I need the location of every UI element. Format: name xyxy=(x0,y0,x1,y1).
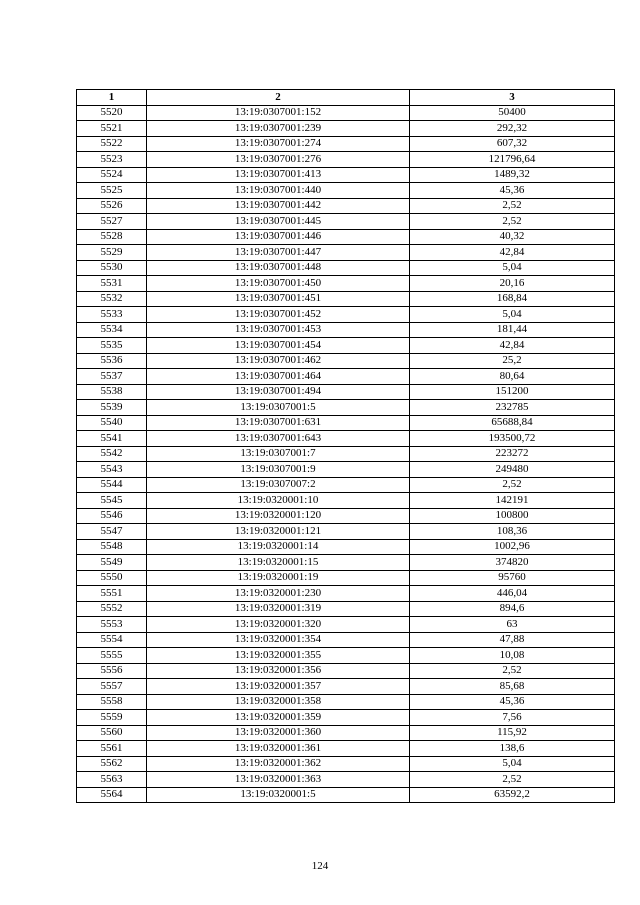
value-cell: 7,56 xyxy=(410,710,615,726)
value-cell: 40,32 xyxy=(410,229,615,245)
table-row xyxy=(77,121,615,137)
cadastral-number-cell: 13:19:0320001:362 xyxy=(147,756,410,772)
value-cell: 232785 xyxy=(410,400,615,416)
value-cell: 100800 xyxy=(410,508,615,524)
value-cell: 121796,64 xyxy=(410,152,615,168)
table-row xyxy=(77,586,615,602)
cadastral-number-cell: 13:19:0307001:462 xyxy=(147,353,410,369)
value-cell: 607,32 xyxy=(410,136,615,152)
cadastral-number-cell: 13:19:0320001:358 xyxy=(147,694,410,710)
cadastral-number-cell: 13:19:0307001:446 xyxy=(147,229,410,245)
cadastral-number-cell: 13:19:0320001:120 xyxy=(147,508,410,524)
table-row xyxy=(77,322,615,338)
table-row xyxy=(77,601,615,617)
table-row xyxy=(77,307,615,323)
cadastral-number-cell: 13:19:0320001:355 xyxy=(147,648,410,664)
value-cell: 20,16 xyxy=(410,276,615,292)
table-row xyxy=(77,369,615,385)
table-row xyxy=(77,648,615,664)
value-cell: 5,04 xyxy=(410,307,615,323)
row-number-cell: 5548 xyxy=(77,539,147,555)
cadastral-number-cell: 13:19:0320001:14 xyxy=(147,539,410,555)
row-number-cell: 5538 xyxy=(77,384,147,400)
row-number-cell: 5556 xyxy=(77,663,147,679)
value-cell: 10,08 xyxy=(410,648,615,664)
row-number-cell: 5529 xyxy=(77,245,147,261)
cadastral-number-cell: 13:19:0307001:276 xyxy=(147,152,410,168)
row-number-cell: 5525 xyxy=(77,183,147,199)
table-row xyxy=(77,555,615,571)
table-row xyxy=(77,539,615,555)
table-row xyxy=(77,508,615,524)
value-cell: 168,84 xyxy=(410,291,615,307)
cadastral-number-cell: 13:19:0320001:121 xyxy=(147,524,410,540)
cadastral-number-cell: 13:19:0320001:10 xyxy=(147,493,410,509)
row-number-cell: 5530 xyxy=(77,260,147,276)
value-cell: 292,32 xyxy=(410,121,615,137)
cadastral-number-cell: 13:19:0307007:2 xyxy=(147,477,410,493)
row-number-cell: 5547 xyxy=(77,524,147,540)
table-row xyxy=(77,493,615,509)
value-cell: 5,04 xyxy=(410,260,615,276)
cadastral-number-cell: 13:19:0307001:152 xyxy=(147,105,410,121)
table-row xyxy=(77,617,615,633)
row-number-cell: 5541 xyxy=(77,431,147,447)
cadastral-number-cell: 13:19:0307001:5 xyxy=(147,400,410,416)
table-row xyxy=(77,338,615,354)
cadastral-number-cell: 13:19:0320001:320 xyxy=(147,617,410,633)
value-cell: 2,52 xyxy=(410,214,615,230)
cadastral-number-cell: 13:19:0320001:5 xyxy=(147,787,410,803)
row-number-cell: 5551 xyxy=(77,586,147,602)
value-cell: 50400 xyxy=(410,105,615,121)
cadastral-number-cell: 13:19:0307001:448 xyxy=(147,260,410,276)
row-number-cell: 5522 xyxy=(77,136,147,152)
value-cell: 42,84 xyxy=(410,338,615,354)
table-row xyxy=(77,787,615,803)
cadastral-number-cell: 13:19:0307001:453 xyxy=(147,322,410,338)
cadastral-number-cell: 13:19:0307001:631 xyxy=(147,415,410,431)
table-row xyxy=(77,291,615,307)
cadastral-number-cell: 13:19:0307001:274 xyxy=(147,136,410,152)
cadastral-number-cell: 13:19:0307001:239 xyxy=(147,121,410,137)
cadastral-number-cell: 13:19:0320001:360 xyxy=(147,725,410,741)
cadastral-number-cell: 13:19:0320001:356 xyxy=(147,663,410,679)
value-cell: 2,52 xyxy=(410,663,615,679)
row-number-cell: 5557 xyxy=(77,679,147,695)
row-number-cell: 5539 xyxy=(77,400,147,416)
value-cell: 85,68 xyxy=(410,679,615,695)
table-row xyxy=(77,214,615,230)
row-number-cell: 5543 xyxy=(77,462,147,478)
cadastral-number-cell: 13:19:0307001:9 xyxy=(147,462,410,478)
row-number-cell: 5561 xyxy=(77,741,147,757)
column-header-1: 1 xyxy=(77,90,147,106)
row-number-cell: 5563 xyxy=(77,772,147,788)
value-cell: 151200 xyxy=(410,384,615,400)
table-row xyxy=(77,462,615,478)
value-cell: 25,2 xyxy=(410,353,615,369)
cadastral-number-cell: 13:19:0307001:451 xyxy=(147,291,410,307)
cadastral-number-cell: 13:19:0307001:447 xyxy=(147,245,410,261)
cadastral-number-cell: 13:19:0307001:454 xyxy=(147,338,410,354)
row-number-cell: 5532 xyxy=(77,291,147,307)
cadastral-number-cell: 13:19:0320001:363 xyxy=(147,772,410,788)
table-body xyxy=(77,105,615,803)
table-row xyxy=(77,570,615,586)
table-header-row xyxy=(77,90,615,106)
cadastral-number-cell: 13:19:0320001:357 xyxy=(147,679,410,695)
row-number-cell: 5562 xyxy=(77,756,147,772)
row-number-cell: 5534 xyxy=(77,322,147,338)
value-cell: 95760 xyxy=(410,570,615,586)
table-row xyxy=(77,772,615,788)
row-number-cell: 5545 xyxy=(77,493,147,509)
row-number-cell: 5555 xyxy=(77,648,147,664)
value-cell: 1002,96 xyxy=(410,539,615,555)
page-number: 124 xyxy=(311,860,329,872)
row-number-cell: 5549 xyxy=(77,555,147,571)
row-number-cell: 5521 xyxy=(77,121,147,137)
table-row xyxy=(77,245,615,261)
table-row xyxy=(77,446,615,462)
table-row xyxy=(77,136,615,152)
table-row xyxy=(77,710,615,726)
cadastral-number-cell: 13:19:0320001:19 xyxy=(147,570,410,586)
value-cell: 249480 xyxy=(410,462,615,478)
table-row xyxy=(77,183,615,199)
value-cell: 42,84 xyxy=(410,245,615,261)
table-row xyxy=(77,477,615,493)
value-cell: 193500,72 xyxy=(410,431,615,447)
cadastral-number-cell: 13:19:0307001:445 xyxy=(147,214,410,230)
value-cell: 63 xyxy=(410,617,615,633)
cadastral-number-cell: 13:19:0320001:230 xyxy=(147,586,410,602)
table-row xyxy=(77,229,615,245)
value-cell: 2,52 xyxy=(410,198,615,214)
row-number-cell: 5542 xyxy=(77,446,147,462)
row-number-cell: 5540 xyxy=(77,415,147,431)
data-table xyxy=(76,89,615,803)
cadastral-number-cell: 13:19:0307001:464 xyxy=(147,369,410,385)
cadastral-number-cell: 13:19:0307001:7 xyxy=(147,446,410,462)
row-number-cell: 5537 xyxy=(77,369,147,385)
table-row xyxy=(77,276,615,292)
cadastral-number-cell: 13:19:0320001:354 xyxy=(147,632,410,648)
table-row xyxy=(77,756,615,772)
table-row xyxy=(77,384,615,400)
cadastral-number-cell: 13:19:0307001:494 xyxy=(147,384,410,400)
table-row xyxy=(77,632,615,648)
row-number-cell: 5559 xyxy=(77,710,147,726)
table-row xyxy=(77,524,615,540)
value-cell: 374820 xyxy=(410,555,615,571)
table-row xyxy=(77,152,615,168)
row-number-cell: 5527 xyxy=(77,214,147,230)
value-cell: 142191 xyxy=(410,493,615,509)
value-cell: 115,92 xyxy=(410,725,615,741)
cadastral-number-cell: 13:19:0320001:359 xyxy=(147,710,410,726)
value-cell: 65688,84 xyxy=(410,415,615,431)
column-header-3: 3 xyxy=(410,90,615,106)
cadastral-number-cell: 13:19:0320001:319 xyxy=(147,601,410,617)
cadastral-number-cell: 13:19:0307001:452 xyxy=(147,307,410,323)
value-cell: 138,6 xyxy=(410,741,615,757)
value-cell: 5,04 xyxy=(410,756,615,772)
row-number-cell: 5558 xyxy=(77,694,147,710)
row-number-cell: 5533 xyxy=(77,307,147,323)
row-number-cell: 5535 xyxy=(77,338,147,354)
value-cell: 45,36 xyxy=(410,694,615,710)
row-number-cell: 5520 xyxy=(77,105,147,121)
row-number-cell: 5528 xyxy=(77,229,147,245)
cadastral-number-cell: 13:19:0320001:361 xyxy=(147,741,410,757)
row-number-cell: 5531 xyxy=(77,276,147,292)
cadastral-number-cell: 13:19:0320001:15 xyxy=(147,555,410,571)
value-cell: 894,6 xyxy=(410,601,615,617)
table-row xyxy=(77,741,615,757)
row-number-cell: 5564 xyxy=(77,787,147,803)
row-number-cell: 5536 xyxy=(77,353,147,369)
cadastral-number-cell: 13:19:0307001:440 xyxy=(147,183,410,199)
value-cell: 2,52 xyxy=(410,772,615,788)
table-row xyxy=(77,415,615,431)
value-cell: 108,36 xyxy=(410,524,615,540)
value-cell: 181,44 xyxy=(410,322,615,338)
row-number-cell: 5524 xyxy=(77,167,147,183)
table-row xyxy=(77,400,615,416)
row-number-cell: 5526 xyxy=(77,198,147,214)
row-number-cell: 5560 xyxy=(77,725,147,741)
value-cell: 47,88 xyxy=(410,632,615,648)
table-row xyxy=(77,167,615,183)
cadastral-number-cell: 13:19:0307001:450 xyxy=(147,276,410,292)
table-row xyxy=(77,663,615,679)
value-cell: 63592,2 xyxy=(410,787,615,803)
value-cell: 45,36 xyxy=(410,183,615,199)
table-row xyxy=(77,105,615,121)
table-row xyxy=(77,431,615,447)
row-number-cell: 5544 xyxy=(77,477,147,493)
row-number-cell: 5546 xyxy=(77,508,147,524)
row-number-cell: 5550 xyxy=(77,570,147,586)
table-row xyxy=(77,198,615,214)
value-cell: 446,04 xyxy=(410,586,615,602)
table-row xyxy=(77,694,615,710)
cadastral-number-cell: 13:19:0307001:442 xyxy=(147,198,410,214)
row-number-cell: 5553 xyxy=(77,617,147,633)
table-row xyxy=(77,353,615,369)
row-number-cell: 5552 xyxy=(77,601,147,617)
value-cell: 1489,32 xyxy=(410,167,615,183)
cadastral-number-cell: 13:19:0307001:643 xyxy=(147,431,410,447)
value-cell: 80,64 xyxy=(410,369,615,385)
value-cell: 223272 xyxy=(410,446,615,462)
column-header-2: 2 xyxy=(147,90,410,106)
cadastral-number-cell: 13:19:0307001:413 xyxy=(147,167,410,183)
row-number-cell: 5523 xyxy=(77,152,147,168)
table-row xyxy=(77,725,615,741)
table-row xyxy=(77,679,615,695)
row-number-cell: 5554 xyxy=(77,632,147,648)
value-cell: 2,52 xyxy=(410,477,615,493)
table-row xyxy=(77,260,615,276)
